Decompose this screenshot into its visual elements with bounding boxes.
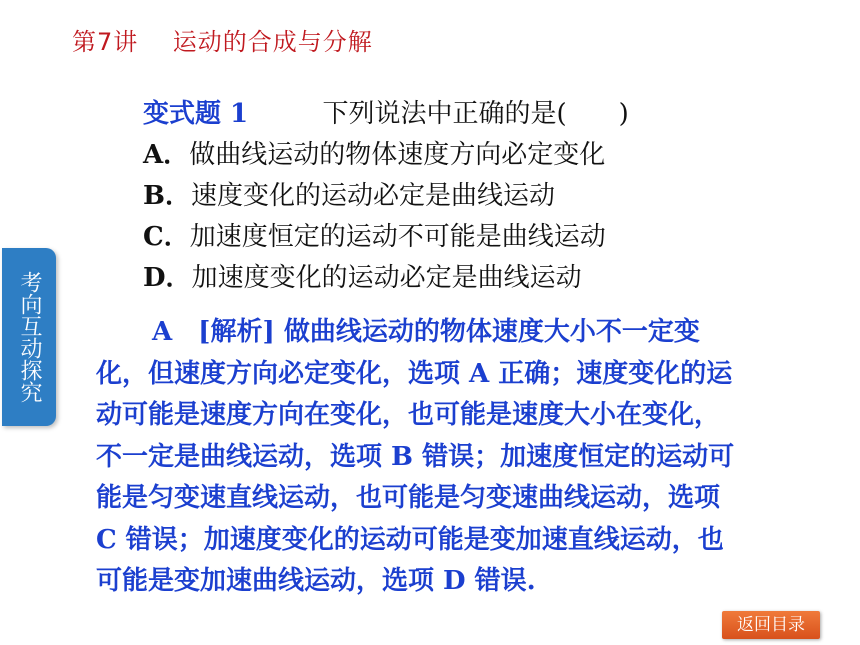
return-to-contents-button[interactable]: 返回目录 [722, 611, 820, 639]
option-letter: B． [143, 181, 191, 211]
option-letter: C． [143, 222, 190, 252]
answer-line: 化，但速度方向必定变化，选项 A 正确；速度变化的运 [96, 358, 733, 389]
option-text: 加速度恒定的运动不可能是曲线运动 [189, 222, 606, 252]
option-text: 速度变化的运动必定是曲线运动 [190, 181, 555, 211]
answer-explanation [96, 312, 796, 603]
question-label: 变式题 1 [143, 99, 249, 129]
option-d [143, 258, 629, 299]
option-letter: D． [143, 263, 192, 293]
option-text: 做曲线运动的物体速度方向必定变化 [189, 140, 606, 170]
answer-line: A [解析] 做曲线运动的物体速度大小不一定变 [152, 317, 700, 347]
option-c [143, 217, 629, 258]
option-text: 加速度变化的运动必定是曲线运动 [191, 263, 582, 293]
question-text: 下列说法中正确的是( ) [248, 99, 629, 129]
option-letter: A． [143, 140, 190, 170]
question-stem [143, 94, 629, 135]
answer-line: 不一定是曲线运动，选项 B 错误；加速度恒定的运动可 [96, 441, 735, 472]
page-title: 第7讲 运动的合成与分解 [72, 28, 373, 56]
answer-line: 可能是变加速曲线运动，选项 D 错误. [96, 566, 536, 596]
answer-line: 能是匀变速直线运动，也可能是匀变速曲线运动，选项 [96, 483, 721, 513]
answer-line: 动可能是速度方向在变化，也可能是速度大小在变化， [96, 400, 721, 430]
question-block [143, 94, 629, 299]
option-a [143, 135, 629, 176]
option-b [143, 176, 629, 217]
answer-line: C 错误；加速度变化的运动可能是变加速直线运动，也 [96, 524, 724, 555]
side-tab-exploration[interactable]: 考向互动探究 [2, 248, 56, 426]
